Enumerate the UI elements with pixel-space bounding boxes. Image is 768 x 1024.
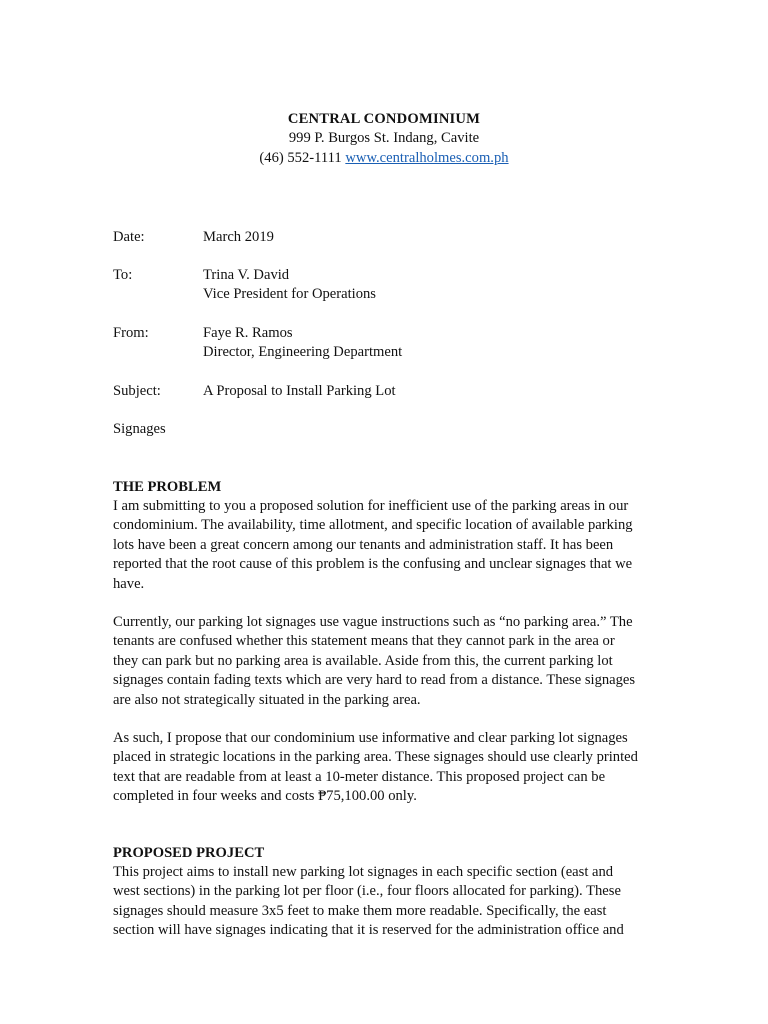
subject-label: Subject: bbox=[113, 383, 161, 399]
paragraph-line: This project aims to install new parking lot signages in each specific section (east and bbox=[113, 864, 614, 880]
paragraph-line: I am submitting to you a proposed solution for inefficient use of the parking areas in our bbox=[113, 498, 629, 514]
organization-name: CENTRAL CONDOMINIUM bbox=[287, 111, 481, 127]
from-name: Faye R. Ramos bbox=[203, 325, 293, 341]
from-value bbox=[203, 324, 402, 363]
organization-address: 999 P. Burgos St. Indang, Cavite bbox=[288, 130, 480, 147]
paragraph-line: tenants are confused whether this statement means that they cannot park in the area or bbox=[113, 633, 615, 650]
date-value: March 2019 bbox=[203, 229, 274, 245]
from-title: Director, Engineering Department bbox=[203, 344, 403, 361]
paragraph-line: As such, I propose that our condominium use informative and clear parking lot signages bbox=[113, 730, 628, 746]
project-heading: PROPOSED PROJECT bbox=[113, 845, 265, 861]
problem-paragraph-1 bbox=[113, 497, 653, 594]
to-name: Trina V. David bbox=[203, 267, 290, 283]
paragraph-line: condominium. The availability, time allotment, and specific location of available parking bbox=[113, 517, 633, 534]
subject-value: A Proposal to Install Parking Lot bbox=[203, 383, 396, 399]
project-paragraph-1 bbox=[113, 863, 653, 941]
to-value bbox=[203, 266, 376, 305]
paragraph-line: they can park but no parking area is available. Aside from this, the current parking lot bbox=[113, 652, 613, 669]
problem-paragraph-3 bbox=[113, 729, 653, 807]
paragraph-line: text that are readable from at least a 10-meter distance. This proposed project can be bbox=[113, 768, 606, 785]
from-label: From: bbox=[113, 325, 149, 341]
paragraph-line: lots have been a great concern among our tenants and administration staff. It has been bbox=[113, 536, 614, 553]
problem-paragraph-2 bbox=[113, 613, 653, 710]
paragraph-line: placed in strategic locations in the parking area. These signages should use clearly printed bbox=[113, 749, 638, 766]
paragraph-line: reported that the root cause of this problem is the confusing and unclear signages that we bbox=[113, 556, 633, 573]
date-label: Date: bbox=[113, 229, 145, 245]
paragraph-line: completed in four weeks and costs ₱75,100.00 only. bbox=[113, 788, 417, 805]
paragraph-line: west sections) in the parking lot per floor (i.e., four floors allocated for parking). These bbox=[113, 883, 621, 900]
to-label: To: bbox=[113, 267, 133, 283]
paragraph-line: section will have signages indicating that it is reserved for the administration office and bbox=[113, 922, 624, 939]
paragraph-line: have. bbox=[113, 575, 145, 592]
to-title: Vice President for Operations bbox=[203, 286, 376, 303]
website-link[interactable]: www.centralholmes.com.ph bbox=[345, 149, 509, 166]
letterhead bbox=[0, 110, 768, 168]
phone-number: (46) 552-1111 bbox=[259, 149, 342, 166]
subject-continuation: Signages bbox=[113, 421, 166, 437]
problem-heading: THE PROBLEM bbox=[113, 479, 222, 495]
paragraph-line: Currently, our parking lot signages use vague instructions such as “no parking area.” The bbox=[113, 614, 633, 630]
paragraph-line: signages should measure 3x5 feet to make them more readable. Specifically, the east bbox=[113, 902, 607, 919]
paragraph-line: are also not strategically situated in the parking area. bbox=[113, 691, 421, 708]
paragraph-line: signages contain fading texts which are very hard to read from a distance. These signages bbox=[113, 672, 636, 689]
contact-line bbox=[0, 149, 768, 168]
